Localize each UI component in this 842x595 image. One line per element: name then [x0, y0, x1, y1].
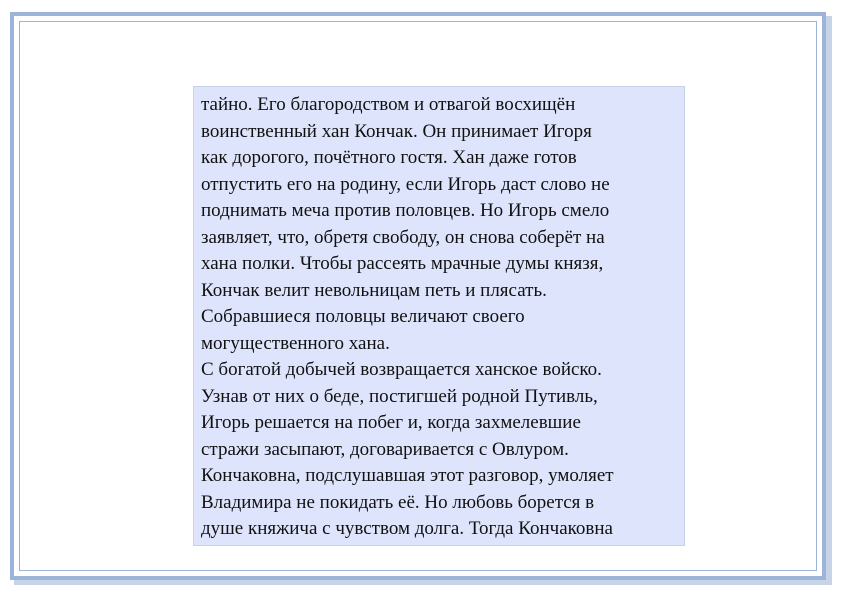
text-line: душе княжича с чувством долга. Тогда Кончаковна [201, 518, 613, 539]
text-line: отпустить его на родину, если Игорь даст слово не [201, 173, 610, 195]
text-line: С богатой добычей возвращается ханское войско. [201, 359, 602, 380]
text-line: хана полки. Чтобы рассеять мрачные думы князя, [201, 253, 604, 274]
text-line: Игорь решается на побег и, когда захмелевшие [201, 412, 581, 433]
text-line: поднимать меча против половцев. Но Игорь смело [201, 200, 610, 221]
text-line: как дорогого, почётного гостя. Хан даже готов [201, 147, 577, 168]
text-line: Владимира не покидать её. Но любовь борется в [201, 491, 595, 513]
text-box [193, 86, 685, 546]
text-line: Узнав от них о беде, постигшей родной Путивль, [201, 385, 598, 407]
text-line: заявляет, что, обретя свободу, он снова соберёт на [201, 226, 605, 248]
text-line: тайно. Его благородством и отвагой восхищён [201, 94, 576, 115]
frame-shadow-right [826, 16, 832, 584]
text-line: Собравшиеся половцы величают своего [201, 306, 525, 327]
text-line: стражи засыпают, договаривается с Овлуром. [201, 438, 569, 460]
text-line: воинственный хан Кончак. Он принимает Игоря [201, 120, 592, 142]
text-line: Кончаковна, подслушавшая этот разговор, умоляет [201, 465, 614, 486]
text-line: могущественного хана. [201, 332, 390, 354]
frame-shadow-bottom [14, 580, 832, 585]
text-line: Кончак велит невольницам петь и плясать. [201, 279, 547, 301]
